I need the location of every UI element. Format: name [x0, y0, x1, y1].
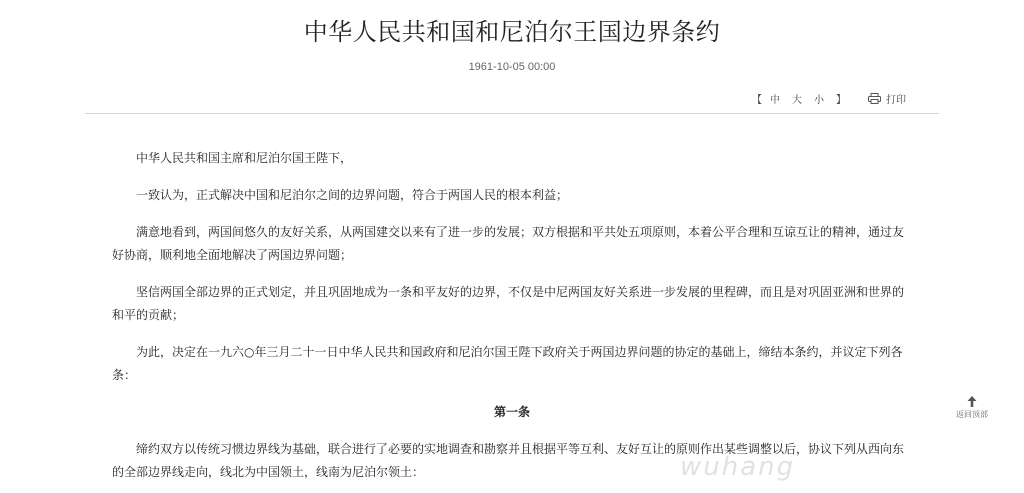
article-toolbar: [752, 91, 906, 106]
watermark: wuhang: [680, 452, 796, 482]
font-size-large-button[interactable]: 中: [770, 95, 780, 106]
font-size-small-button[interactable]: 小: [814, 95, 824, 106]
paragraph: 坚信两国全部边界的正式划定，并且巩固地成为一条和平友好的边界，不仅是中尼两国友好关系进一步发展的里程碑，而且是对巩固亚洲和世界的和平的贡献；: [112, 285, 905, 322]
print-button[interactable]: [868, 91, 906, 106]
font-size-controls: [752, 91, 854, 106]
publish-date: 1961-10-05 00:00: [468, 61, 556, 73]
font-size-medium-button[interactable]: 大: [792, 95, 802, 106]
paragraph: 一致认为，正式解决中国和尼泊尔之间的边界问题，符合于两国人民的根本利益；: [136, 188, 569, 202]
print-label: 打印: [886, 95, 906, 106]
paragraph: 为此，决定在一九六○年三月二十一日中华人民共和国政府和尼泊尔国王陛下政府关于两国边界问题的协定的基础上，缔结本条约，并议定下列各条：: [112, 345, 903, 382]
article-heading: 第一条: [493, 405, 530, 419]
bracket-close: 】: [836, 95, 846, 106]
arrow-up-icon: [967, 396, 977, 407]
article-body: [112, 147, 912, 493]
paragraph: 满意地看到，两国间悠久的友好关系，从两国建交以来有了进一步的发展；双方根据和平共处五项原则，本着公平合理和互谅互让的精神，通过友好协商，顺利地全面地解决了两国边界问题；: [112, 225, 905, 262]
printer-icon: [868, 93, 881, 104]
header-divider: [85, 113, 939, 114]
back-to-top-button[interactable]: [948, 396, 996, 420]
paragraph: 中华人民共和国主席和尼泊尔国王陛下，: [136, 151, 353, 165]
document-title: 中华人民共和国和尼泊尔王国边界条约: [303, 18, 721, 46]
paragraph: 缔约双方以传统习惯边界线为基础，联合进行了必要的实地调查和勘察并且根据平等互利、友好互让的原则作出某些调整以后，协议下列从西向东的全部边界线走向，线北为中国领土，线南为尼泊尔领土：: [112, 442, 905, 479]
bracket-open: 【: [752, 95, 762, 106]
back-to-top-label: 返回顶部: [956, 410, 988, 419]
